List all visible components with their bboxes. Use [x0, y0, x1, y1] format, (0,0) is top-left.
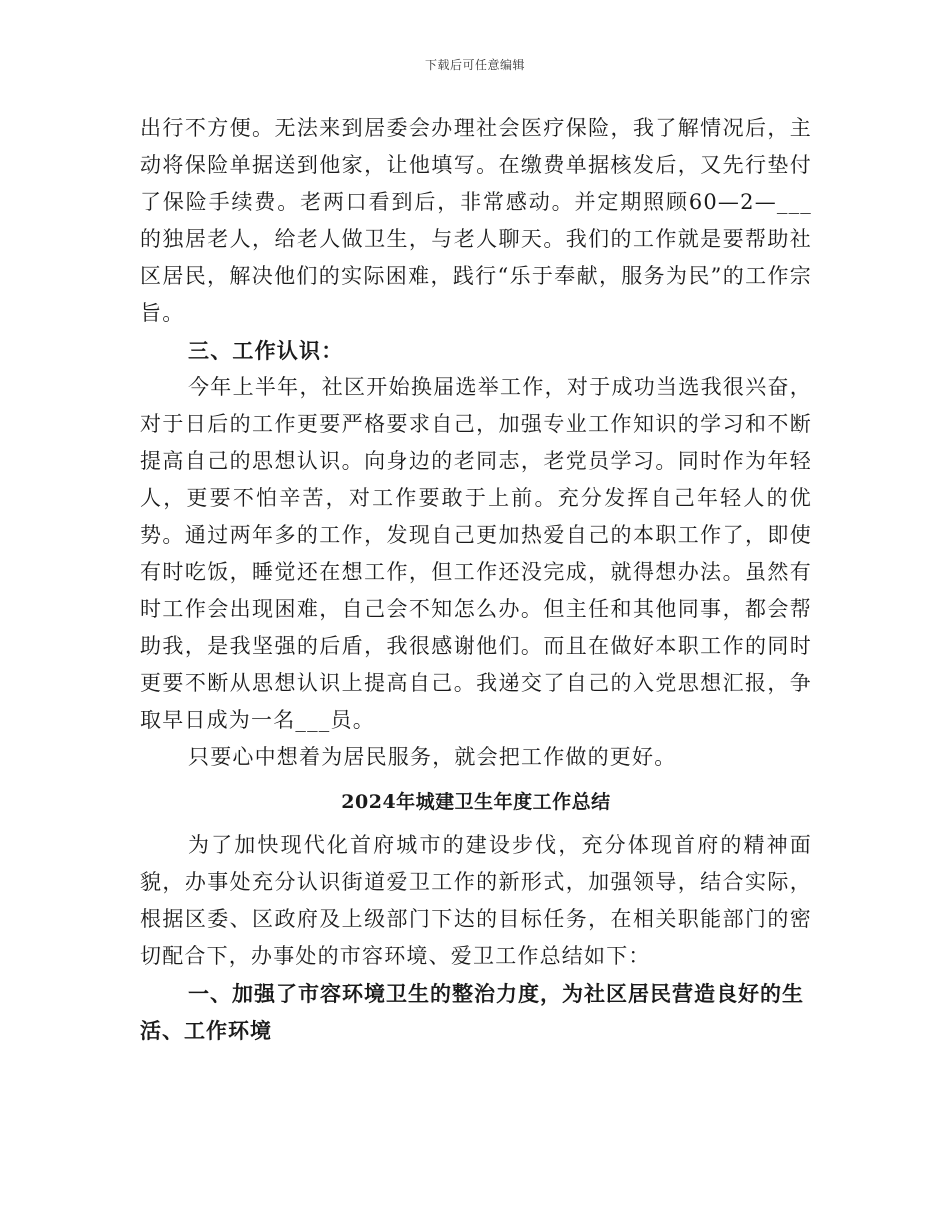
document-title: 2024年城建卫生年度工作总结 [341, 791, 611, 813]
header-note: 下载后可任意编辑 [424, 58, 525, 72]
paragraph-closing: 只要心中想着为居民服务，就会把工作做的更好。 [188, 745, 677, 769]
document-body [140, 110, 812, 1049]
paragraph-intro: 为了加快现代化首府城市的建设步伐，充分体现首府的精神面貌，办事处充分认识街道爱卫工作的新形式，加强领导，结合实际，根据区委、区政府及上级部门下达的目标任务，在相关职能部门的密切配合下，办事处的市容环境、爱卫工作总结如下： [140, 833, 812, 968]
paragraph-work-understanding: 今年上半年，社区开始换届选举工作，对于成功当选我很兴奋，对于日后的工作更要严格要求自己，加强专业工作知识的学习和不断提高自己的思想认识。向身边的老同志，老党员学习。同时作为年轻人，更要不怕辛苦，对工作要敢于上前。充分发挥自己年轻人的优势。通过两年多的工作，发现自己更加热爱自己的本职工作了，即使有时吃饭，睡觉还在想工作，但工作还没完成，就得想办法。虽然有时工作会出现困难，自己会不知怎么办。但主任和其他同事，都会帮助我，是我坚强的后盾，我很感谢他们。而且在做好本职工作的同时更要不断从思想认识上提高自己。我递交了自己的入党思想汇报，争取早日成为一名___员。 [140, 375, 812, 732]
section-heading-work-understanding: 三、工作认识： [188, 338, 344, 363]
paragraph-continued: 出行不方便。无法来到居委会办理社会医疗保险，我了解情况后，主动将保险单据送到他家，让他填写。在缴费单据核发后，又先行垫付了保险手续费。老两口看到后，非常感动。并定期照顾60—2—___的独居老人，给老人做卫生，与老人聊天。我们的工作就是要帮助社区居民，解决他们的实际困难，践行“乐于奉献，服务为民”的工作宗旨。 [140, 116, 812, 325]
section-heading-one: 一、加强了市容环境卫生的整治力度，为社区居民营造良好的生活、工作环境 [140, 981, 804, 1043]
